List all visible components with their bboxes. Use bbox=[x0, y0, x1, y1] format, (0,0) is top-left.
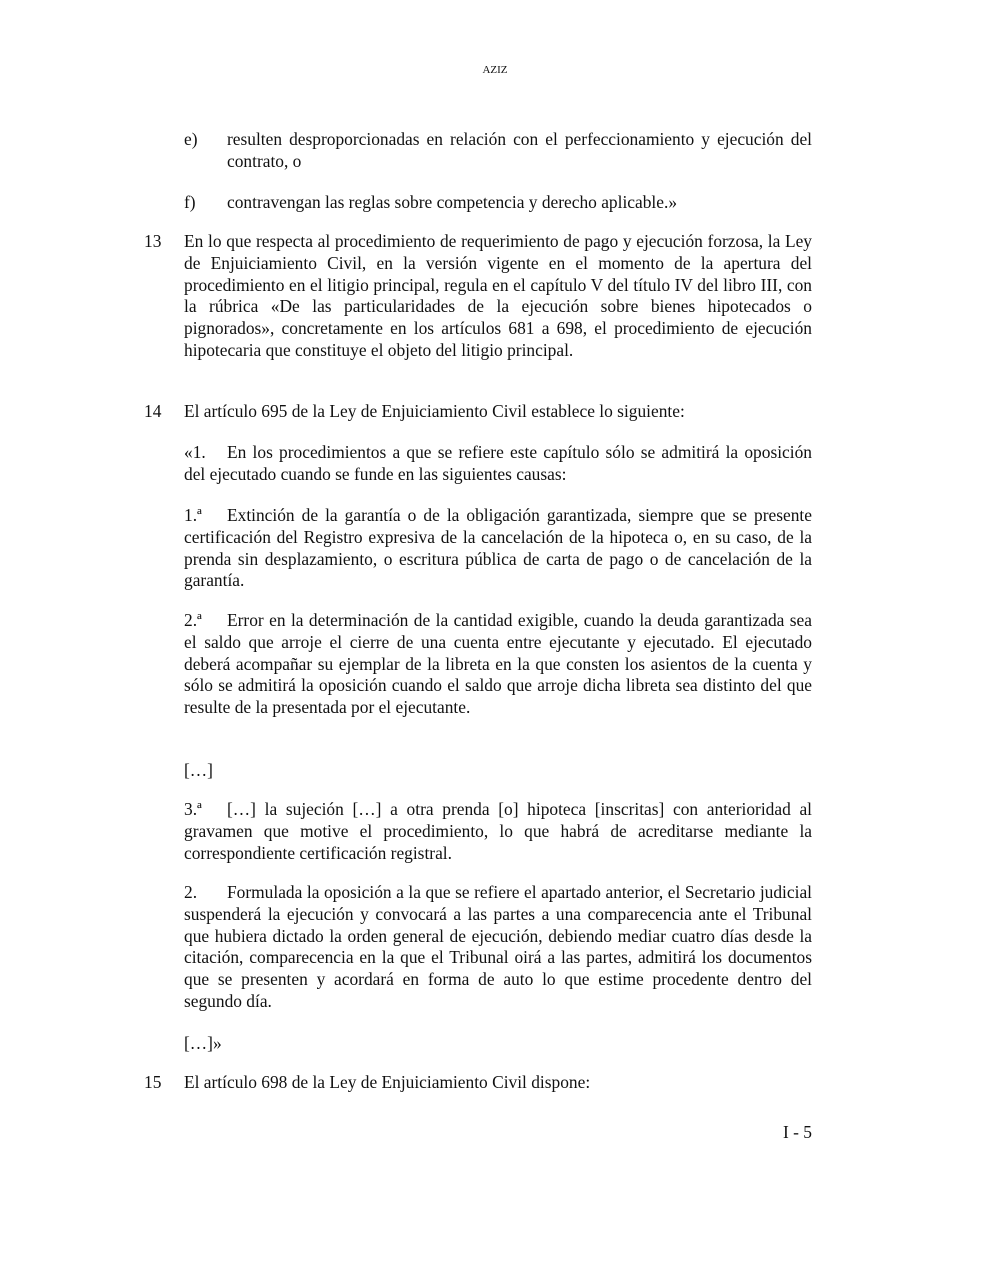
quote-ellipsis bbox=[184, 760, 812, 782]
quote-section-1 bbox=[184, 442, 812, 486]
quote-text: Error en la determinación de la cantidad exigible, cuando la deuda garantizada sea el saldo que arroje el cierre de una cuenta entre ejecutante y ejecutado. El ejecutado deberá acompañar su ejemplar de la libreta en la que consten los asientos de la cuenta y sólo se admitirá la oposición cuando el saldo que arroje dicha libreta sea distinto del que resulte de la presentada por el ejecutante. bbox=[184, 610, 812, 718]
quote-cause-2 bbox=[184, 610, 812, 719]
quote-text: Formulada la oposición a la que se refiere el apartado anterior, el Secretario judicial suspenderá la ejecución y convocará a las partes a una comparecencia ante el Tribunal que hubiera dictado la orden general de ejecución, debiendo mediar cuatro días desde la citación, comparecencia en la que el Tribunal oirá a las partes, admitirá los documentos que se presenten y acordará en forma de auto lo que estime procedente dentro del segundo día. bbox=[184, 882, 812, 1011]
paragraph-number: 14 bbox=[144, 401, 162, 421]
paragraph-text: El artículo 698 de la Ley de Enjuiciamiento Civil dispone: bbox=[184, 1072, 591, 1092]
quote-marker: 2. bbox=[184, 882, 198, 902]
paragraph-text: El artículo 695 de la Ley de Enjuiciamiento Civil establece lo siguiente: bbox=[184, 401, 685, 421]
quote-marker: 1.ª bbox=[184, 505, 202, 525]
list-text: contravengan las reglas sobre competencia y derecho aplicable.» bbox=[227, 192, 678, 212]
paragraph-15 bbox=[144, 1072, 812, 1094]
paragraph-number: 15 bbox=[144, 1072, 162, 1092]
paragraph-number: 13 bbox=[144, 231, 162, 251]
quote-text: […] la sujeción […] a otra prenda [o] hipoteca [inscritas] con anterioridad al gravamen que motive el procedimiento, lo que habrá de acreditarse mediante la correspondiente certificación registral. bbox=[184, 799, 812, 863]
running-header: AZIZ bbox=[482, 64, 508, 76]
quote-text: […] bbox=[184, 760, 213, 780]
list-item-f bbox=[184, 192, 812, 214]
page-number: I - 5 bbox=[783, 1122, 812, 1142]
quote-marker: 3.ª bbox=[184, 799, 202, 819]
quote-cause-1 bbox=[184, 505, 812, 592]
paragraph-13 bbox=[144, 231, 812, 362]
quote-text: En los procedimientos a que se refiere este capítulo sólo se admitirá la oposición del ejecutado cuando se funde en las siguientes causas: bbox=[184, 442, 812, 484]
list-text: resulten desproporcionadas en relación con el perfeccionamiento y ejecución del contrato, o bbox=[227, 129, 812, 171]
list-marker: e) bbox=[184, 129, 198, 149]
quote-text: […]» bbox=[184, 1033, 222, 1053]
list-marker: f) bbox=[184, 192, 196, 212]
quote-cause-3 bbox=[184, 799, 812, 864]
paragraph-14 bbox=[144, 401, 812, 423]
quote-marker: 2.ª bbox=[184, 610, 202, 630]
quote-marker: «1. bbox=[184, 442, 206, 462]
quote-text: Extinción de la garantía o de la obligación garantizada, siempre que se presente certificación del Registro expresiva de la cancelación de la hipoteca o, en su caso, de la prenda sin desplazamiento, o escritura pública de carta de pago o de cancelación de la garantía. bbox=[184, 505, 812, 591]
list-item-e bbox=[184, 129, 812, 173]
quote-section-2 bbox=[184, 882, 812, 1013]
paragraph-text: En lo que respecta al procedimiento de requerimiento de pago y ejecución forzosa, la Ley de Enjuiciamiento Civil, en la versión vigente en el momento de la apertura del procedimiento en el litigio principal, regula en el capítulo V del título IV del libro III, con la rúbrica «De las particularidades de la ejecución sobre bienes hipotecados o pignorados», concretamente en los artículos 681 a 698, el procedimiento de ejecución hipotecaria que constituye el objeto del litigio principal. bbox=[184, 231, 812, 360]
quote-ellipsis-end bbox=[184, 1033, 812, 1055]
